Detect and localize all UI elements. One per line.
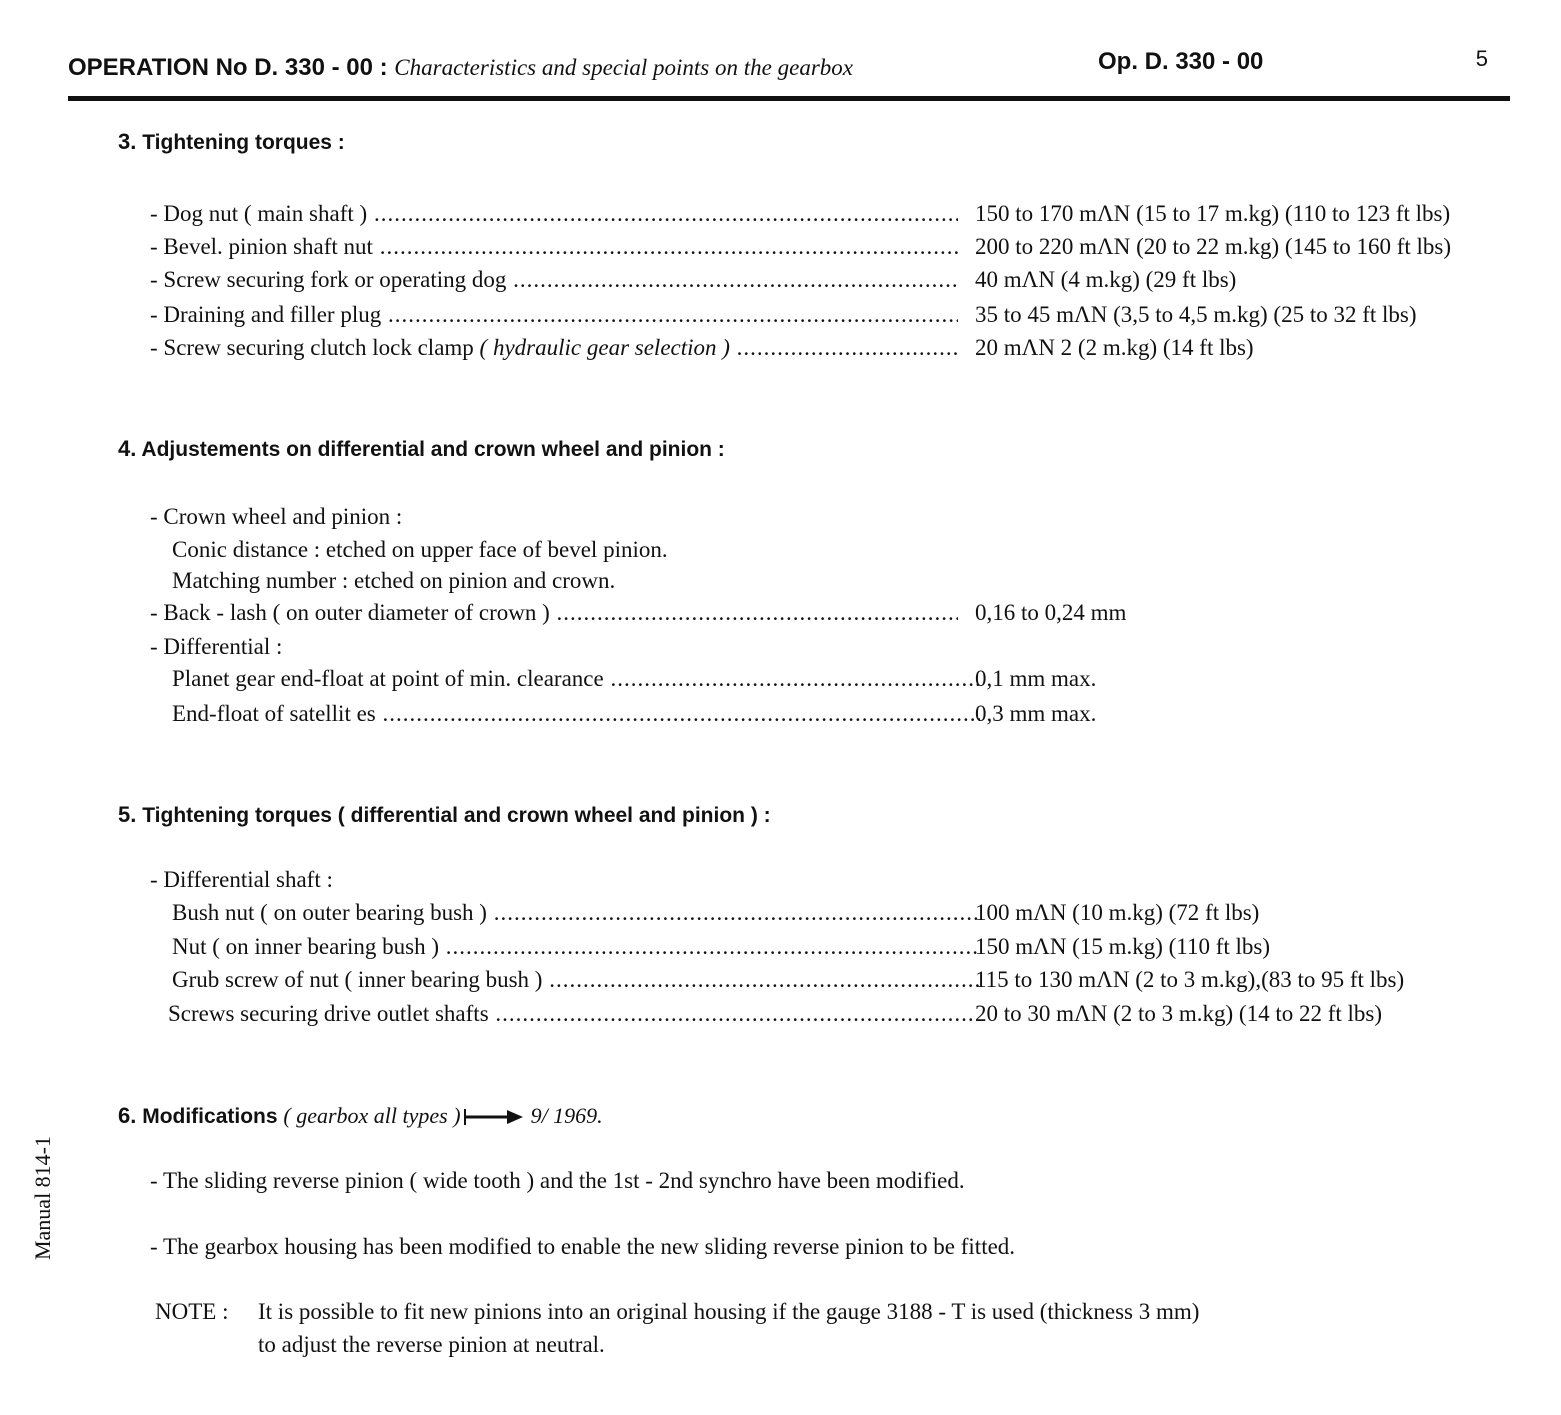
torque-value: 150 mΛN (15 m.kg) (110 ft lbs): [975, 934, 1270, 959]
differential-shaft-heading: - Differential shaft :: [150, 867, 333, 892]
torque-value: 35 to 45 mΛN (3,5 to 4,5 m.kg) (25 to 32 ft lbs): [975, 302, 1417, 327]
note-line-1: It is possible to fit new pinions into an original housing if the gauge 3188 - T is used (thickness 3 mm): [258, 1299, 1200, 1324]
matching-number: Matching number : etched on pinion and crown.: [172, 568, 616, 593]
modification-scope: ( gearbox all types ): [283, 1103, 461, 1128]
torque-label: Screws securing drive outlet shafts .....: [150, 1001, 976, 1027]
adjustment-value: 0,16 to 0,24 mm: [975, 600, 1127, 625]
section-3-heading: 3. Tightening torques :: [118, 129, 345, 154]
operation-title: [68, 54, 853, 82]
adjustment-label: Planet gear end-float at point of min. clearance .....: [150, 666, 980, 692]
manual-number: Manual 814-1: [30, 1135, 55, 1261]
operation-number: OPERATION No D. 330 - 00 :: [68, 54, 388, 81]
crown-wheel-heading: - Crown wheel and pinion :: [150, 504, 403, 529]
torque-value: 200 to 220 mΛN (20 to 22 m.kg) (145 to 160 ft lbs): [975, 234, 1452, 259]
torque-label: Grub screw of nut ( inner bearing bush ) .....: [150, 967, 980, 993]
section-6-heading: 6. Modifications ( gearbox all types ) 9/ 1969.: [118, 1103, 603, 1128]
torque-value: 20 to 30 mΛN (2 to 3 m.kg) (14 to 22 ft lbs): [975, 1001, 1383, 1026]
torque-value: 40 mΛN (4 m.kg) (29 ft lbs): [975, 267, 1237, 292]
torque-label: - Bevel. pinion shaft nut .....: [150, 234, 958, 260]
torque-value: 100 mΛN (10 m.kg) (72 ft lbs): [975, 900, 1260, 925]
torque-value: 115 to 130 mΛN (2 to 3 m.kg),(83 to 95 ft lbs): [975, 967, 1405, 992]
modification-para-2: - The gearbox housing has been modified to enable the new sliding reverse pinion to be fitted.: [150, 1234, 1016, 1259]
torque-label: - Screw securing fork or operating dog .....: [150, 267, 958, 293]
torque-label: Nut ( on inner bearing bush ) .....: [150, 934, 980, 960]
modification-date: 9/ 1969.: [530, 1103, 603, 1128]
header-rule: [68, 96, 1510, 101]
page-header: [68, 44, 1508, 88]
conic-distance: Conic distance : etched on upper face of bevel pinion.: [172, 537, 668, 562]
page-number: 5: [1475, 46, 1488, 71]
adjustment-label: - Back - lash ( on outer diameter of crown ) .....: [150, 600, 958, 626]
adjustment-value: 0,1 mm max.: [975, 666, 1097, 691]
torque-value: 150 to 170 mΛN (15 to 17 m.kg) (110 to 123 ft lbs): [975, 201, 1451, 226]
adjustment-value: 0,3 mm max.: [975, 701, 1097, 726]
operation-subtitle: Characteristics and special points on the gearbox: [394, 55, 853, 80]
section-4-heading: 4. Adjustements on differential and crown wheel and pinion :: [118, 436, 725, 461]
differential-heading: - Differential :: [150, 634, 283, 659]
modification-para-1: - The sliding reverse pinion ( wide tooth ) and the 1st - 2nd synchro have been modified.: [150, 1168, 965, 1193]
adjustment-label: End-float of satellit es .....: [150, 701, 980, 727]
torque-label: - Draining and filler plug .....: [150, 302, 958, 328]
note-line-2: to adjust the reverse pinion at neutral.: [258, 1332, 605, 1357]
torque-label: Bush nut ( on outer bearing bush ) .....: [150, 900, 980, 926]
operation-code: Op. D. 330 - 00: [1098, 48, 1264, 75]
note-label: NOTE :: [155, 1299, 229, 1324]
torque-label: - Screw securing clutch lock clamp ( hydraulic gear selection ) .....: [150, 335, 958, 361]
margin-label: [12, 1105, 72, 1305]
arrow-right-icon: [463, 1107, 525, 1127]
torque-value: 20 mΛN 2 (2 m.kg) (14 ft lbs): [975, 335, 1254, 360]
torque-label: - Dog nut ( main shaft ) .....: [150, 201, 958, 227]
section-5-heading: 5. Tightening torques ( differential and crown wheel and pinion ) :: [118, 802, 771, 827]
